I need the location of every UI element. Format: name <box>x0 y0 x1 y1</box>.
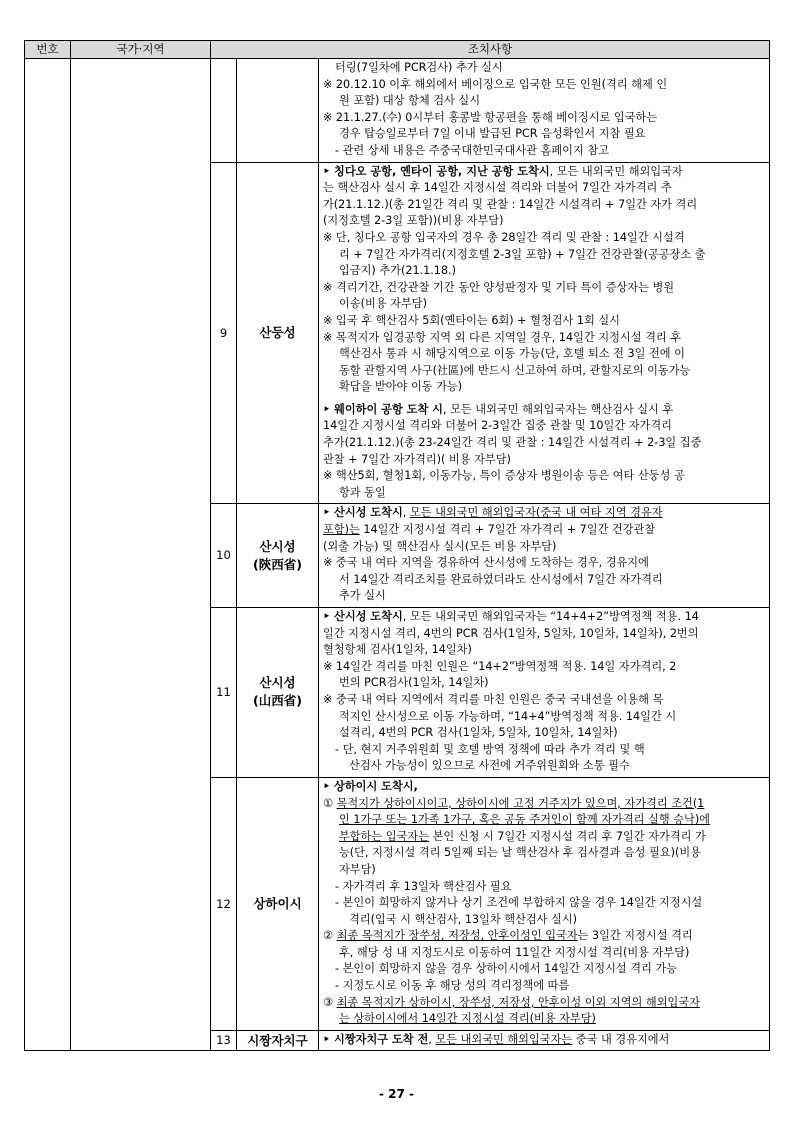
dash-line: - 지정도시로 이동 후 해당 성의 격리정책에 따름 <box>335 979 570 993</box>
text-line: 원 포함) 대상 항체 검사 실시 <box>339 94 481 108</box>
header-row <box>25 41 770 59</box>
row-number: 10 <box>211 504 237 608</box>
note-line: ※ 21.1.27.(수) 0시부터 홍콩발 항공편을 통해 베이징시로 입국하는 <box>323 110 658 124</box>
dash-line: - 관련 상세 내용은 주중국대한민국대사관 홈페이지 참고 <box>335 143 609 157</box>
header-region: 국가·지역 <box>71 41 211 59</box>
note-line: ※ 단, 칭다오 공항 입국자의 경우 총 28일간 격리 및 관찰 : 14일간 시설격 <box>323 230 685 244</box>
bullet-heading: ‣ 산시성 도착시 <box>323 610 403 623</box>
region-name: 시짱자치구 <box>237 1030 319 1051</box>
row-number: 13 <box>211 1030 237 1051</box>
page-number: - 27 - <box>378 1087 414 1101</box>
region-name: 산시성 (陝西省) <box>237 504 319 608</box>
header-no: 번호 <box>25 41 71 59</box>
text-line: 터링(7일차에 PCR검사) 추가 실시 <box>335 61 503 74</box>
region-name: 산시성 (山西省) <box>237 608 319 778</box>
bullet-heading: ‣ 시짱자치구 도착 전 <box>323 1032 429 1046</box>
action-cell: ‣ 시짱자치구 도착 전, 모든 내외국민 해외입국자는 중국 내 경유지에서 <box>319 1030 770 1051</box>
note-line: ※ 14일간 격리를 마친 인원은 “14+2”방역정책 적용. 14일 자가격리, 2 <box>323 659 677 673</box>
bullet-heading: ‣ 웨이하이 공항 도착 시 <box>323 402 443 416</box>
action-cell: ‣ 상하이시 도착시, ① 목적지가 상하이시이고, 상하이시에 고정 거주지가 있으며, 자가격리 조건(1 인 1가구 또는 1가족 1가구, 혹은 공동 주거인이 함께 자가격리 실행 승낙)에 부합하는 입국자는 본인 신청 시 7일간 지정시설 격리 후 7일간 자가격리 가 능(단, 지정시설 격리 5일째 되는 날 핵산검사 후 검사결과 음성 필요)(비용 자부담) - 자가격리 후 13일차 핵산검사 필요 - 본인이 희망하지 않거나 상기 조건에 부합하지 않을 경우 14일간 지정시설 격리(입국 시 핵산검사, 13일차 핵산검사 실시) ② 최종 목적지가 장쑤성, 저장성, 안후이성인 입국자는 3일간 지정시설 격리 후, 해당 성 내 지정도시로 이동하여 11일간 지정시설 격리(비용 자부담) - 본인이 희망하지 않을 경우 상하이시에서 14일간 지정시설 격리 가능 - 지정도시로 이동 후 해당 성의 격리정책에 따름 ③ 최종 목적지가 상하이시, 장쑤성, 저장성, 안후이성 이외 지역의 해외입국자 는 상하이시에서 14일간 지정시설 격리(비용 자부담) <box>319 777 770 1030</box>
cont-no-cell <box>211 59 237 163</box>
row-number: 12 <box>211 777 237 1030</box>
cont-action-cell <box>319 59 770 163</box>
dash-line: - 본인이 희망하지 않거나 상기 조건에 부합하지 않을 경우 14일간 지정시설 <box>335 896 703 910</box>
row-number: 9 <box>211 162 237 504</box>
table-row-continued <box>25 59 770 163</box>
bullet-heading: ‣ 상하이시 도착시, <box>323 779 418 793</box>
outer-no-cell <box>25 59 71 1051</box>
dash-line: - 자가격리 후 13일차 핵산검사 필요 <box>335 879 512 893</box>
note-line: ※ 중국 내 여타 지역을 경유하여 산시성에 도착하는 경우, 경유지에 <box>323 556 649 570</box>
dash-line: - 본인이 희망하지 않을 경우 상하이시에서 14일간 지정시설 격리 가능 <box>335 962 678 976</box>
action-cell: ‣ 산시성 도착시, 모든 내외국민 해외입국자는 “14+4+2”방역정책 적용. 14 일간 지정시설 격리, 4번의 PCR 검사(1일차, 5일차, 10일차, 14일차), 2번의 혈청항체 검사(1일차, 14일차) ※ 14일간 격리를 마친 인원은 “14+2”방역정책 적용. 14일 자가격리, 2 번의 PCR검사(1일차, 14일차) ※ 중국 내 여타 지역에서 격리를 마친 인원은 중국 국내선을 이용해 목 적지인 산시성으로 이동 가능하며, “14+4”방역정책 적용. 14일간 시 설격리, 4번의 PCR 검사(1일차, 5일차, 10일차, 14일차) - 단, 현지 거주위원회 및 호텔 방역 정책에 따라 추가 격리 및 핵 산검사 가능성이 있으므로 사전에 거주위원회와 소통 필수 <box>319 608 770 778</box>
note-line: ※ 격리기간, 건강관찰 기간 동안 양성판정자 및 기타 특이 증상자는 병원 <box>323 280 675 294</box>
dash-line: - 단, 현지 거주위원회 및 호텔 방역 정책에 따라 추가 격리 및 핵 <box>335 742 645 756</box>
note-line: ※ 중국 내 여타 지역에서 격리를 마친 인원은 중국 국내선을 이용해 목 <box>323 692 664 706</box>
action-cell: ‣ 산시성 도착시, 모든 내외국민 해외입국자(중국 내 여타 지역 경유자 포함)는 14일간 지정시설 격리 + 7일간 자가격리 + 7일간 건강관찰 (외출 가능) 및 핵산검사 실시(모든 비용 자부담) ※ 중국 내 여타 지역을 경유하여 산시성에 도착하는 경우, 경유지에 서 14일간 격리조치를 완료하였더라도 산시성에서 7일간 자가격리 추가 실시 <box>319 504 770 608</box>
text-line: 경우 탑승일로부터 7일 이내 발급된 PCR 음성확인서 지참 필요 <box>339 127 646 141</box>
note-line: ※ 20.12.10 이후 해외에서 베이징으로 입국한 모든 인원(격리 해제 인 <box>323 77 668 91</box>
cont-name-cell <box>237 59 319 163</box>
region-name: 산둥성 <box>237 162 319 504</box>
outer-region-cell <box>71 59 211 1051</box>
note-line: ※ 입국 후 핵산검사 5회(옌타이는 6회) + 혈청검사 1회 실시 <box>323 313 620 327</box>
row-number: 11 <box>211 608 237 778</box>
bullet-heading: ‣ 칭다오 공항, 옌타이 공항, 지난 공항 도착시 <box>323 164 550 178</box>
action-cell: ‣ 칭다오 공항, 옌타이 공항, 지난 공항 도착시, 모든 내외국민 해외입국자 는 핵산검사 실시 후 14일간 지정시설 격리와 더불어 7일간 자가격리 추 가(21.1.12.)(총 21일간 격리 및 관찰 : 14일간 시설격리 + 7일간 자가 격리 (지정호텔 2-3일 포함))(비용 자부담) ※ 단, 칭다오 공항 입국자의 경우 총 28일간 격리 및 관찰 : 14일간 시설격 리 + 7일간 자가격리(지정호텔 2-3일 포함) + 7일간 건강관찰(공공장소 출 입금지) 추가(21.1.18.) ※ 격리기간, 건강관찰 기간 동안 양성판정자 및 기타 특이 증상자는 병원 이송(비용 자부담) ※ 입국 후 핵산검사 5회(옌타이는 6회) + 혈청검사 1회 실시 ※ 목적지가 입경공항 지역 외 다른 지역일 경우, 14일간 지정시설 격리 후 핵산검사 통과 시 해당지역으로 이동 가능(단, 호텔 퇴소 전 3일 전에 이 동할 관할지역 사구(社區)에 반드시 신고하여 하며, 관할지로의 이동가능 확답을 받아야 이동 가능) ‣ 웨이하이 공항 도착 시, 모든 내외국민 해외입국자는 핵산검사 실시 후 14일간 지정시설 격리와 더불어 2-3일간 집중 관찰 및 10일간 자가격리 추가(21.1.12.)(총 23-24일간 격리 및 관찰 : 14일간 시설격리 + 2-3일 집중 관찰 + 7일간 자가격리)( 비용 자부담) ※ 핵산5회, 혈청1회, 이동가능, 특이 증상자 병원이송 등은 여타 산둥성 공 항과 동일 <box>319 162 770 504</box>
note-line: ※ 핵산5회, 혈청1회, 이동가능, 특이 증상자 병원이송 등은 여타 산둥성 공 <box>323 469 685 483</box>
note-line: ※ 목적지가 입경공항 지역 외 다른 지역일 경우, 14일간 지정시설 격리 후 <box>323 330 682 344</box>
bullet-heading: ‣ 산시성 도착시 <box>323 506 403 520</box>
header-action: 조치사항 <box>211 41 770 59</box>
measures-table <box>24 40 770 1051</box>
region-name: 상하이시 <box>237 777 319 1030</box>
